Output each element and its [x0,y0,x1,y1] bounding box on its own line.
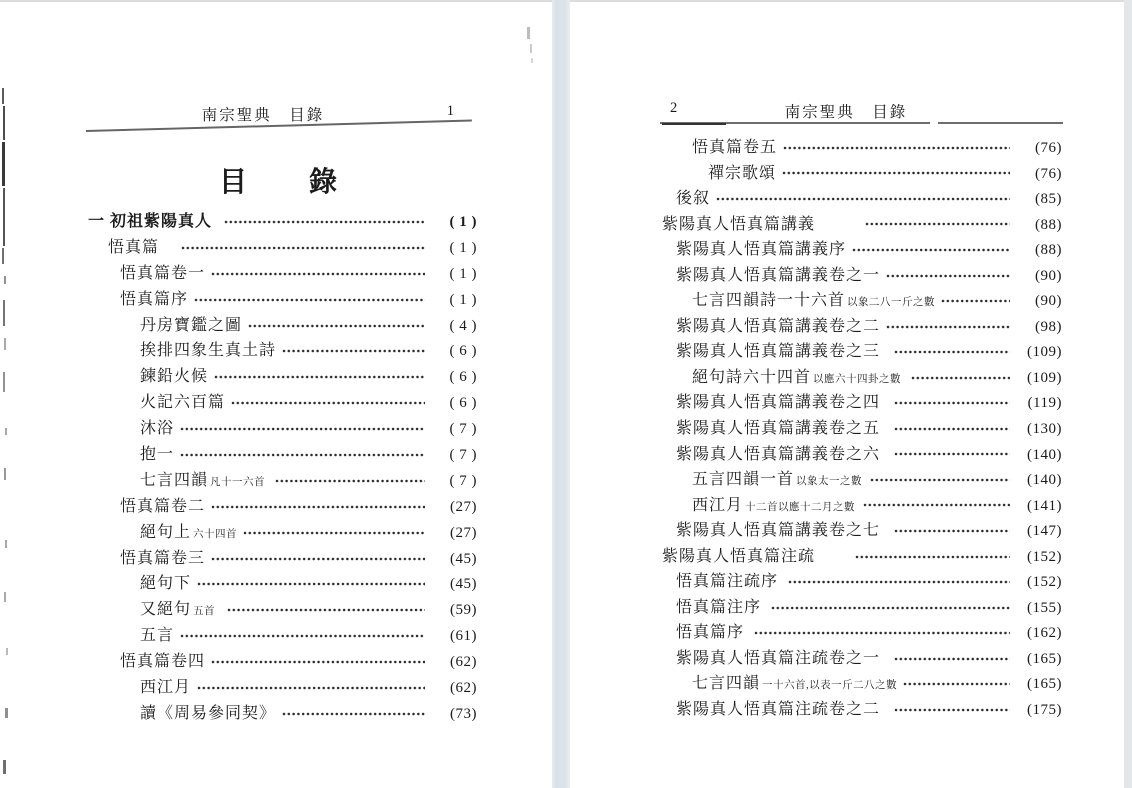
toc-entry-page: (76) [1035,165,1062,182]
toc-entry-label: 紫陽真人悟真篇講義卷之二 [676,317,881,335]
toc-entry [662,186,1062,212]
toc-entry [662,416,1062,442]
toc-entry-page: (27) [450,498,477,515]
dot-leader [783,145,1010,151]
scan-artifact [3,760,6,774]
toc-entry-page: (175) [1027,702,1062,719]
toc-entry-label: 七言四韻 [140,471,209,489]
scan-artifact [5,540,7,548]
scan-artifact [530,44,532,53]
scan-artifact [5,428,7,435]
scan-artifact [527,27,530,39]
toc-entry-label: 抱一 [140,446,175,464]
toc-entry-note: 六十四首 [193,528,238,540]
toc-entry-page: (130) [1027,421,1062,438]
dot-leader [782,170,1010,176]
toc-entry-page: (140) [1027,472,1062,489]
scan-artifact [3,372,5,392]
dot-leader [211,271,425,277]
toc-entry [88,675,477,701]
toc-entry [662,161,1062,187]
dot-leader [903,681,1010,687]
toc-entry-label: 五言四韻一首 [692,471,795,489]
dot-leader [894,656,1010,662]
toc-entry-label: 悟真篇卷一 [120,264,206,282]
toc-entry [662,365,1062,391]
toc-entry-page: ( 1 ) [449,291,477,308]
toc-entry-page: (90) [1035,267,1062,284]
scan-artifact [2,142,5,186]
dot-leader [227,607,425,613]
toc-entry [88,649,477,675]
toc-entry-label: 紫陽真人悟真篇注疏 [662,547,816,565]
toc-entry-label: 丹房寶鑑之圖 [140,316,243,334]
toc-entry-label: 七言四韻 [692,675,761,693]
toc-entry-label: 一 初祖紫陽真人 [88,213,213,230]
toc-entry-label: 紫陽真人悟真篇注疏卷之二 [676,701,881,719]
toc-entry [662,390,1062,416]
toc-entry-page: (27) [450,524,477,541]
scan-artifact [2,248,4,264]
toc-entry [662,620,1062,646]
toc-entry [662,569,1062,595]
toc-entry-page: ( 6 ) [449,343,477,360]
dot-leader [886,324,1010,330]
toc-entry-page: ( 7 ) [449,447,477,464]
dot-leader [282,348,425,354]
toc-entry [662,595,1062,621]
toc-entry-page: (152) [1027,574,1062,591]
toc-entry [662,339,1062,365]
toc-entry-page: (152) [1027,548,1062,565]
dot-leader [180,633,425,639]
toc-entry-label: 紫陽真人悟真篇講義卷之六 [676,445,881,463]
toc-entry [88,287,477,313]
dot-leader [180,452,425,458]
toc-entry-page: (76) [1035,140,1062,156]
left-running-head: 南宗聖典 目錄 [201,107,325,124]
toc-entry-label: 悟真篇序 [120,290,189,308]
toc-entry-label: 火記六百篇 [140,394,226,412]
toc-entry-page: (162) [1027,625,1062,642]
toc-entry-label: 鍊鉛火候 [140,368,209,386]
toc-entry [662,467,1062,493]
dot-leader [941,298,1010,304]
toc-entry-page: (45) [450,576,477,593]
dot-leader [214,374,425,380]
toc-entry-note: 一十六首,以表一斤二八之數 [762,680,898,692]
toc-entry [88,468,477,494]
toc-entry [88,390,477,416]
toc-entry-label: 悟真篇 [108,238,160,256]
toc-entry [662,671,1062,697]
dot-leader [211,659,425,665]
toc-entry [88,571,477,597]
dot-leader [224,219,425,225]
dot-leader [282,711,425,717]
toc-title: 目 錄 [218,167,339,198]
scan-artifact [4,338,6,350]
dot-leader [197,581,425,587]
toc-entry [662,135,1062,161]
toc-entry-page: (165) [1027,676,1062,693]
toc-entry [88,261,477,287]
dot-leader [243,530,425,536]
dot-leader [754,630,1010,636]
toc-entry-page: ( 6 ) [449,369,477,386]
toc-entry-label: 紫陽真人悟真篇講義卷之五 [676,420,881,438]
dot-leader [870,477,1010,483]
toc-entry [662,263,1062,289]
toc-entry-page: ( 1 ) [449,265,477,282]
toc-entry-page: (155) [1027,599,1062,616]
dot-leader [211,556,425,562]
toc-entry-page: (141) [1027,497,1062,514]
toc-entry [88,701,477,727]
toc-entry-label: 悟真篇注疏序 [676,573,779,591]
toc-entry-note: 十二首以應十二月之數 [745,501,856,513]
toc-entry-page: (62) [450,654,477,671]
scan-artifact [5,708,8,718]
right-page-header [662,100,1062,124]
toc-entry [662,212,1062,238]
toc-entry [88,597,477,623]
page-gutter [552,0,570,788]
toc-entry [662,288,1062,314]
toc-entry [88,546,477,572]
scan-artifact [4,468,6,480]
toc-entry-page: (90) [1035,293,1062,310]
dot-leader [248,323,425,329]
dot-leader [894,451,1010,457]
toc-entry-page: (73) [450,705,477,722]
toc-entry-page: ( 4 ) [449,317,477,334]
toc-entry-note: 以象太一之數 [796,476,863,488]
dot-leader [865,221,1010,227]
dot-leader [894,400,1010,406]
scan-artifact [3,188,5,246]
toc-entry-label: 紫陽真人悟真篇講義卷之七 [676,522,881,540]
toc-entry-label: 七言四韻詩一十六首 [692,292,846,310]
toc-entry [662,314,1062,340]
toc-entry [88,235,477,261]
dot-leader [894,426,1010,432]
dot-leader [194,297,425,303]
dot-leader [863,502,1010,508]
dot-leader [197,685,425,691]
toc-entry-note: 以應六十四卦之數 [813,373,902,385]
toc-entry-page: (85) [1035,191,1062,208]
toc-entry [88,313,477,339]
left-page-number: 1 [446,103,454,119]
toc-entry [88,442,477,468]
right-toc-list [662,135,1062,723]
toc-entry-label: 紫陽真人悟真篇講義卷之一 [676,266,881,284]
dot-leader [231,400,425,406]
toc-entry-page: (98) [1035,318,1062,335]
toc-entry [662,697,1062,723]
dot-leader [855,554,1010,560]
toc-entry [662,237,1062,263]
dot-leader [852,247,1010,253]
right-page-number: 2 [670,100,678,116]
toc-entry-page: (59) [450,602,477,619]
toc-entry-label: 悟真篇卷五 [692,139,778,156]
right-header-rule-accent [662,123,726,125]
toc-entry-note: 五首 [193,606,216,618]
toc-entry [662,493,1062,519]
toc-entry-label: 悟真篇序 [676,624,745,642]
scan-artifact [6,648,8,655]
toc-entry-page: (119) [1027,395,1062,412]
toc-entry [662,646,1062,672]
toc-entry-page: (88) [1035,216,1062,233]
toc-entry-page: (165) [1027,650,1062,667]
toc-entry-page: ( 6 ) [449,395,477,412]
right-header-rule-right-segment [938,122,1063,124]
toc-entry-page: (109) [1027,369,1062,386]
toc-entry-note: 凡十一六首 [210,476,266,488]
toc-entry-label: 挨排四象生真土詩 [140,342,277,360]
dot-leader [275,478,425,484]
toc-entry-page: (61) [450,628,477,645]
toc-entry-label: 禪宗歌頌 [708,164,777,182]
toc-entry-label: 悟真篇卷三 [120,549,206,567]
toc-entry-page: ( 7 ) [449,472,477,489]
scan-artifact [4,276,6,284]
dot-leader [886,273,1010,279]
dot-leader [716,196,1010,202]
toc-entry-label: 悟真篇卷二 [120,497,206,515]
scan-right-edge [1124,0,1132,788]
toc-entry-note: 以象二八一斤之數 [847,297,936,309]
toc-entry-label: 後叙 [676,190,711,208]
toc-entry-page: ( 1 ) [449,214,477,230]
toc-entry [88,416,477,442]
scan-artifact [531,58,533,63]
dot-leader [911,375,1010,381]
dot-leader [894,707,1010,713]
scan-artifact [3,300,5,326]
toc-entry [662,442,1062,468]
toc-entry [662,544,1062,570]
toc-entry-label: 讀《周易參同契》 [140,704,277,722]
toc-entry-label: 悟真篇卷四 [120,653,206,671]
toc-entry-label: 紫陽真人悟真篇注疏卷之一 [676,649,881,667]
toc-entry [88,623,477,649]
toc-entry [88,494,477,520]
toc-entry-label: 五言 [140,627,175,645]
toc-entry-label: 悟真篇注序 [676,598,762,616]
toc-entry-label: 沐浴 [140,420,175,438]
toc-entry-label: 紫陽真人悟真篇講義 [662,215,816,233]
toc-entry-page: (147) [1027,523,1062,540]
right-running-head: 南宗聖典 目錄 [784,104,908,121]
toc-entry-label: 紫陽真人悟真篇講義序 [676,241,847,259]
dot-leader [211,504,425,510]
dot-leader [894,349,1010,355]
scan-artifact [3,106,5,140]
scan-artifact [4,592,6,602]
toc-entry-label: 紫陽真人悟真篇講義卷之四 [676,394,881,412]
toc-entry [662,518,1062,544]
toc-entry-page: (140) [1027,446,1062,463]
toc-entry-page: ( 7 ) [449,421,477,438]
dot-leader [771,605,1010,611]
toc-entry-page: (45) [450,550,477,567]
toc-entry [88,364,477,390]
left-toc-list [88,209,477,727]
toc-entry-page: (88) [1035,242,1062,259]
toc-entry-label: 西江月 [692,496,744,514]
toc-entry-label: 紫陽真人悟真篇講義卷之三 [676,343,881,361]
toc-entry-page: ( 1 ) [449,239,477,256]
left-page-header [88,103,470,127]
scan-artifact [2,88,4,104]
dot-leader [788,579,1010,585]
toc-entry-page: (62) [450,680,477,697]
toc-entry [88,520,477,546]
dot-leader [181,245,425,251]
dot-leader [894,528,1010,534]
toc-entry-label: 絕句詩六十四首 [692,368,812,386]
dot-leader [180,426,425,432]
toc-entry-label: 絕句下 [140,575,192,593]
toc-entry [88,209,477,235]
toc-entry-label: 絕句上 [140,523,192,541]
toc-entry [88,338,477,364]
toc-entry-label: 又絕句 [140,601,192,619]
toc-entry-label: 西江月 [140,679,192,697]
toc-entry-page: (109) [1027,344,1062,361]
